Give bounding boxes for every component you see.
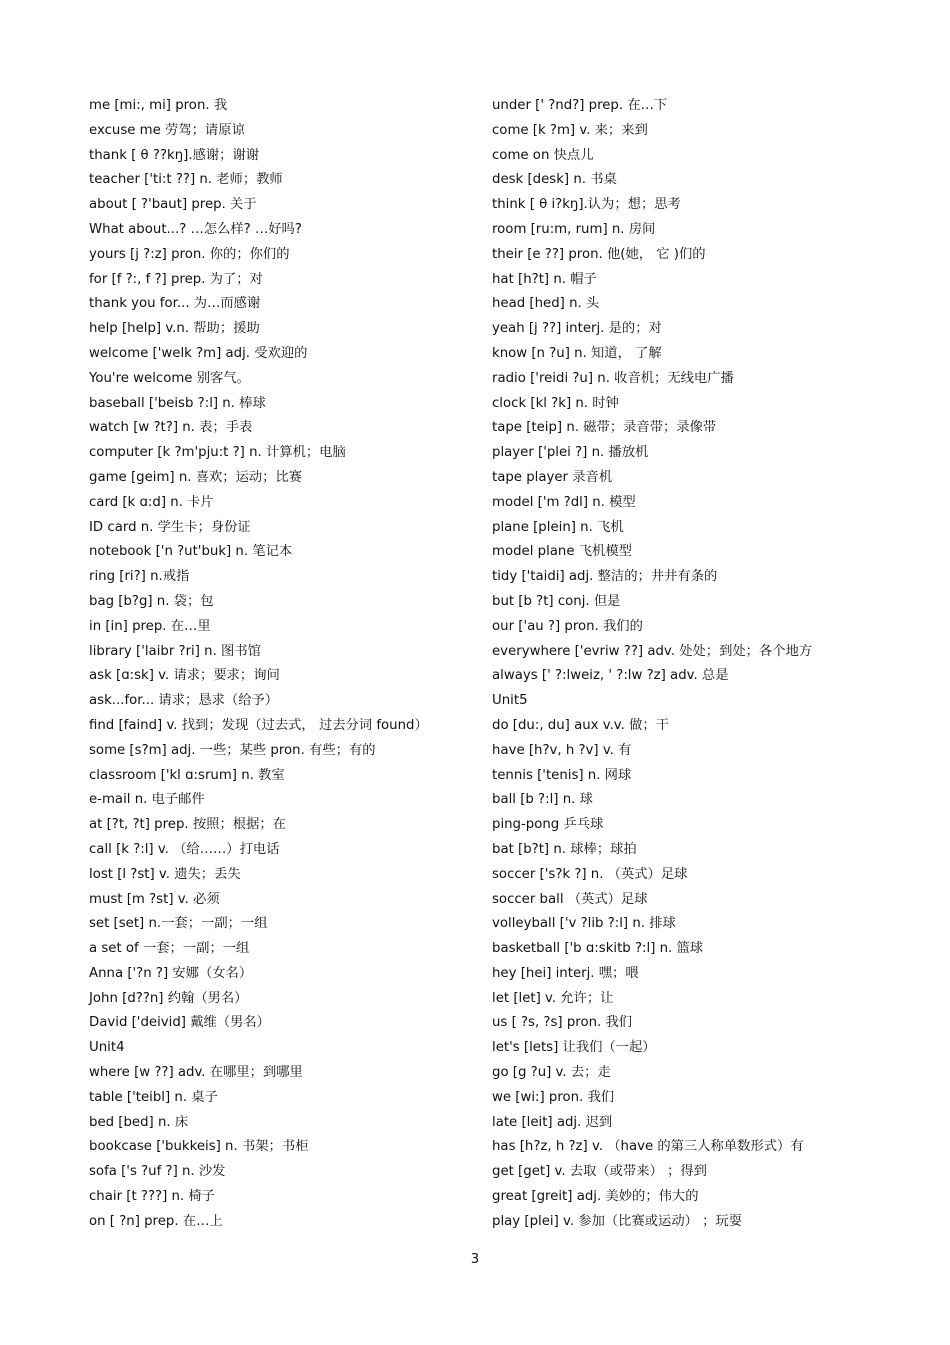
vocab-right-entry: let's [lets] 让我们（一起） bbox=[492, 1040, 656, 1056]
vocab-right-entry: clock [kl ?k] n. 时钟 bbox=[492, 395, 619, 411]
vocab-left-entry: about [ ?'baut] prep. 关于 bbox=[89, 197, 257, 213]
vocab-right-entry: know [n ?u] n. 知道， 了解 bbox=[492, 345, 662, 361]
vocab-right-entry: room [ru:m, rum] n. 房间 bbox=[492, 221, 656, 237]
vocab-left-entry: baseball ['beisb ?:l] n. 棒球 bbox=[89, 395, 266, 411]
vocab-left-entry: a set of 一套；一副；一组 bbox=[89, 941, 250, 957]
vocab-left-entry: ID card n. 学生卡；身份证 bbox=[89, 519, 251, 535]
vocab-left-entry: bookcase ['bukkeis] n. 书架；书柜 bbox=[89, 1139, 309, 1155]
vocab-left-entry: bed [bed] n. 床 bbox=[89, 1114, 189, 1130]
vocab-left-entry: classroom ['kl ɑ:srum] n. 教室 bbox=[89, 767, 285, 783]
vocab-left-entry: at [?t, ?t] prep. 按照；根据；在 bbox=[89, 817, 286, 833]
vocab-left-entry: welcome ['welk ?m] adj. 受欢迎的 bbox=[89, 345, 308, 361]
vocab-right-entry: late [leit] adj. 迟到 bbox=[492, 1114, 613, 1130]
vocab-left-entry: in [in] prep. 在…里 bbox=[89, 618, 211, 634]
vocab-right-entry: our ['au ?] pron. 我们的 bbox=[492, 618, 643, 634]
vocab-right-entry: ping-pong 乒乓球 bbox=[492, 817, 604, 833]
vocab-right-entry: always [' ?:lweiz, ' ?:lw ?z] adv. 总是 bbox=[492, 668, 729, 684]
vocab-left-entry: Anna ['?n ?] 安娜（女名） bbox=[89, 965, 253, 981]
vocab-right-entry: desk [desk] n. 书桌 bbox=[492, 172, 617, 188]
vocab-left-entry: notebook ['n ?ut'buk] n. 笔记本 bbox=[89, 544, 293, 560]
vocab-right-entry: player ['plei ?] n. 播放机 bbox=[492, 445, 649, 461]
vocab-right-entry: get [get] v. 去取（或带来） ；得到 bbox=[492, 1164, 707, 1180]
vocab-left-entry: What about...? …怎么样? …好吗? bbox=[89, 221, 302, 237]
vocab-left-entry: computer [k ?m'pju:t ?] n. 计算机；电脑 bbox=[89, 445, 346, 461]
vocab-right-entry: model plane 飞机模型 bbox=[492, 544, 632, 560]
vocab-left-entry: e-mail n. 电子邮件 bbox=[89, 792, 205, 808]
vocab-left-entry: must [m ?st] v. 必须 bbox=[89, 891, 220, 907]
vocab-right-entry: go [g ?u] v. 去；走 bbox=[492, 1065, 611, 1081]
page-number: 3 bbox=[470, 1252, 480, 1267]
vocab-right-entry: basketball ['b ɑ:skitb ?:l] n. 篮球 bbox=[492, 941, 704, 957]
vocab-right-entry: come [k ?m] v. 来；来到 bbox=[492, 122, 648, 138]
vocab-right-entry: come on 快点儿 bbox=[492, 147, 594, 163]
vocab-left-entry: watch [w ?t?] n. 表；手表 bbox=[89, 420, 253, 436]
right-column bbox=[492, 94, 912, 1235]
vocab-left-entry: help [help] v.n. 帮助；援助 bbox=[89, 321, 260, 337]
vocab-right-entry: hey [hei] interj. 嘿；喂 bbox=[492, 965, 639, 981]
vocab-right-entry: tape [teip] n. 磁带；录音带；录像带 bbox=[492, 420, 717, 436]
vocab-right-entry: but [b ?t] conj. 但是 bbox=[492, 593, 621, 609]
vocab-left-entry: yours [j ?:z] pron. 你的；你们的 bbox=[89, 246, 290, 262]
vocab-right-entry: think [ θ i?kŋ].认为；想；思考 bbox=[492, 197, 681, 213]
vocab-right-entry: soccer ball （英式）足球 bbox=[492, 891, 648, 907]
vocab-left-entry: bag [b?g] n. 袋；包 bbox=[89, 593, 214, 609]
vocab-right-entry: their [e ??] pron. 他(她， 它 )们的 bbox=[492, 246, 706, 262]
vocab-right-entry: yeah [j ??] interj. 是的；对 bbox=[492, 321, 662, 337]
vocab-left-entry: sofa ['s ?uf ?] n. 沙发 bbox=[89, 1164, 226, 1180]
vocab-right-entry: radio ['reidi ?u] n. 收音机；无线电广播 bbox=[492, 370, 734, 386]
vocab-right-entry: us [ ?s, ?s] pron. 我们 bbox=[492, 1015, 633, 1031]
vocab-left-entry: Unit4 bbox=[89, 1040, 125, 1056]
vocab-left-entry: thank [ θ ??kŋ].感谢；谢谢 bbox=[89, 147, 260, 163]
left-column bbox=[89, 94, 489, 1235]
vocab-right-entry: tennis ['tenis] n. 网球 bbox=[492, 767, 632, 783]
vocab-right-entry: do [du:, du] aux v.v. 做；干 bbox=[492, 717, 669, 733]
vocab-right-entry: tape player 录音机 bbox=[492, 469, 613, 485]
vocab-right-entry: volleyball ['v ?lib ?:l] n. 排球 bbox=[492, 916, 676, 932]
vocab-right-entry: bat [b?t] n. 球棒；球拍 bbox=[492, 841, 637, 857]
vocab-right-entry: has [h?z, h ?z] v. （have 的第三人称单数形式）有 bbox=[492, 1139, 804, 1155]
vocab-right-entry: everywhere ['evriw ??] adv. 处处；到处；各个地方 bbox=[492, 643, 813, 659]
vocab-left-entry: set [set] n.一套；一副；一组 bbox=[89, 916, 268, 932]
vocab-right-entry: have [h?v, h ?v] v. 有 bbox=[492, 742, 632, 758]
vocab-left-entry: card [k ɑ:d] n. 卡片 bbox=[89, 494, 214, 510]
vocab-right-entry: model ['m ?dl] n. 模型 bbox=[492, 494, 636, 510]
vocab-right-entry: play [plei] v. 参加（比赛或运动） ；玩耍 bbox=[492, 1213, 743, 1229]
vocab-right-entry: soccer ['s?k ?] n. （英式）足球 bbox=[492, 866, 688, 882]
vocab-left-entry: You're welcome 别客气。 bbox=[89, 370, 250, 386]
vocab-left-entry: table ['teibl] n. 桌子 bbox=[89, 1089, 218, 1105]
vocab-right-entry: plane [plein] n. 飞机 bbox=[492, 519, 624, 535]
vocab-left-entry: where [w ??] adv. 在哪里；到哪里 bbox=[89, 1065, 303, 1081]
vocab-left-entry: lost [l ?st] v. 遗失；丢失 bbox=[89, 866, 241, 882]
vocab-left-entry: call [k ?:l] v. （给……）打电话 bbox=[89, 841, 280, 857]
vocab-left-entry: John [d??n] 约翰（男名） bbox=[89, 990, 248, 1006]
vocab-left-entry: on [ ?n] prep. 在…上 bbox=[89, 1213, 223, 1229]
vocab-right-entry: hat [h?t] n. 帽子 bbox=[492, 271, 597, 287]
vocab-left-entry: ask...for... 请求；恳求（给予） bbox=[89, 693, 279, 709]
vocab-right-entry: great [greit] adj. 美妙的；伟大的 bbox=[492, 1189, 699, 1205]
vocab-left-entry: for [f ?:, f ?] prep. 为了；对 bbox=[89, 271, 263, 287]
vocab-right-entry: Unit5 bbox=[492, 693, 528, 709]
vocab-left-entry: game [geim] n. 喜欢；运动；比赛 bbox=[89, 469, 303, 485]
vocab-left-entry: ring [ri?] n.戒指 bbox=[89, 569, 190, 585]
vocab-left-entry: some [s?m] adj. 一些；某些 pron. 有些；有的 bbox=[89, 742, 376, 758]
vocab-left-entry: ask [ɑ:sk] v. 请求；要求；询问 bbox=[89, 668, 280, 684]
vocab-right-entry: under [' ?nd?] prep. 在…下 bbox=[492, 98, 668, 113]
vocab-right-entry: head [hed] n. 头 bbox=[492, 296, 600, 312]
vocab-left-entry: teacher ['ti:t ??] n. 老师；教师 bbox=[89, 172, 283, 188]
vocab-left-entry: chair [t ???] n. 椅子 bbox=[89, 1189, 215, 1205]
vocab-right-entry: ball [b ?:l] n. 球 bbox=[492, 792, 593, 808]
vocab-left-entry: me [mi:, mi] pron. 我 bbox=[89, 98, 228, 113]
vocab-left-entry: find [faind] v. 找到；发现（过去式， 过去分词 found） bbox=[89, 717, 428, 733]
vocab-right-entry: let [let] v. 允许；让 bbox=[492, 990, 614, 1006]
vocab-left-entry: library ['laibr ?ri] n. 图书馆 bbox=[89, 643, 261, 659]
vocab-left-entry: excuse me 劳驾；请原谅 bbox=[89, 122, 245, 138]
vocab-right-entry: tidy ['taidi] adj. 整洁的；井井有条的 bbox=[492, 569, 718, 585]
vocab-right-entry: we [wi:] pron. 我们 bbox=[492, 1089, 615, 1105]
vocab-left-entry: thank you for... 为…而感谢 bbox=[89, 296, 261, 312]
vocab-left-entry: David ['deivid] 戴维（男名） bbox=[89, 1015, 270, 1031]
